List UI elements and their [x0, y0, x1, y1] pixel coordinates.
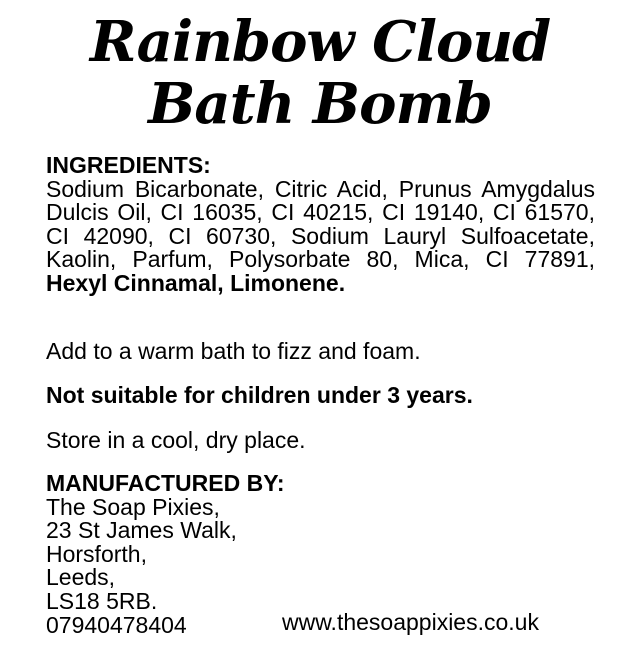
product-title-line-1: Rainbow Cloud	[89, 9, 551, 75]
manufacturer-heading: MANUFACTURED BY:	[46, 470, 285, 496]
manufacturer-section	[46, 472, 285, 637]
manufacturer-name: The Soap Pixies,	[46, 493, 220, 520]
manufacturer-city: Leeds,	[46, 564, 116, 591]
age-warning: Not suitable for children under 3 years.	[46, 382, 473, 408]
manufacturer-postcode: LS18 5RB.	[46, 587, 158, 614]
ingredients-section	[46, 154, 595, 295]
manufacturer-phone: 07940478404	[46, 611, 187, 638]
usage-instructions: Add to a warm bath to fizz and foam.	[46, 338, 421, 364]
ingredients-heading: INGREDIENTS:	[46, 152, 211, 178]
manufacturer-area: Horsforth,	[46, 540, 147, 567]
storage-instructions: Store in a cool, dry place.	[46, 427, 306, 453]
manufacturer-street: 23 St James Walk,	[46, 517, 237, 544]
ingredients-list-text: Sodium Bicarbonate, Citric Acid, Prunus Amygdalus Dulcis Oil, CI 16035, CI 40215, CI 19140, CI 61570, CI 42090, CI 60730, Sodium Lauryl Sulfoacetate, Kaolin, Parfum, Polysorbate 80, Mica, CI 77891,	[46, 175, 595, 272]
ingredients-list	[46, 175, 595, 296]
product-title-line-2: Bath Bomb	[148, 71, 492, 137]
manufacturer-website: www.thesoappixies.co.uk	[282, 609, 539, 635]
allergens-list: Hexyl Cinnamal, Limonene.	[46, 269, 346, 296]
